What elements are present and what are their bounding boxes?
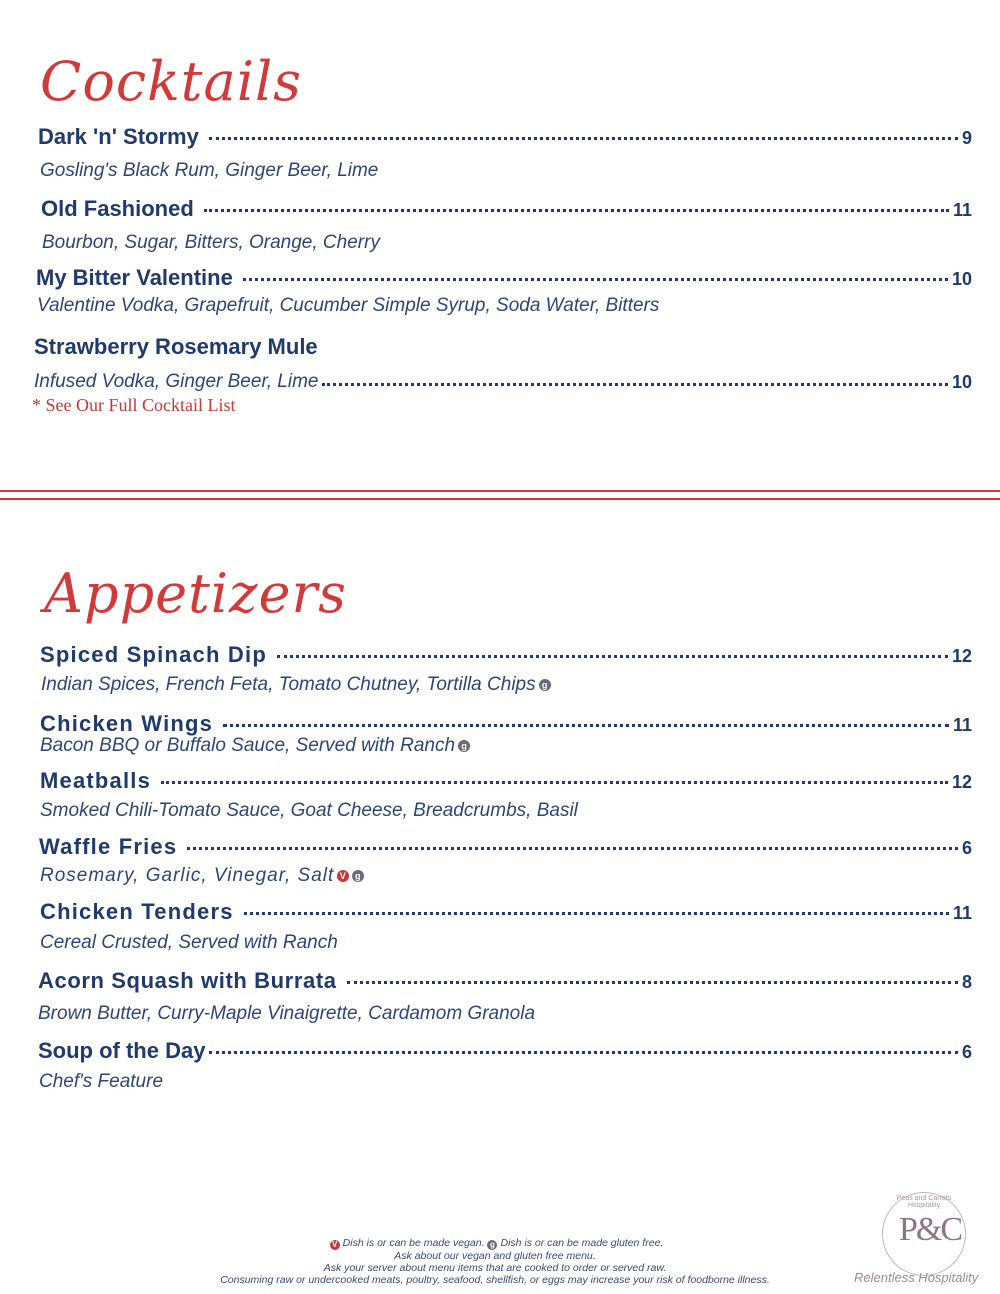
item-price: 6	[961, 1042, 972, 1062]
vegan-legend-text: Dish is or can be made vegan.	[342, 1237, 485, 1249]
item-price: 9	[961, 128, 972, 148]
item-name: Strawberry Rosemary Mule	[34, 334, 318, 359]
footer-line-3: Ask your server about menu items that are cooked to order or served raw.	[323, 1262, 667, 1274]
item-name: Chicken Tenders	[40, 899, 234, 924]
item-description	[41, 674, 551, 696]
menu-item-old-fashioned	[41, 196, 972, 222]
menu-item-chicken-wings	[40, 711, 972, 737]
item-price: 10	[951, 269, 972, 289]
item-price: 11	[952, 715, 972, 735]
footer-line-2: Ask about our vegan and gluten free menu.	[394, 1250, 596, 1262]
cocktails-heading: Cocktails	[40, 50, 302, 113]
leader-dots	[347, 981, 958, 984]
leader-dots	[277, 655, 948, 658]
leader-dots	[243, 278, 948, 281]
item-description: Bourbon, Sugar, Bitters, Orange, Cherry	[42, 232, 380, 253]
brand-logo	[882, 1192, 966, 1276]
item-description: Brown Butter, Curry-Maple Vinaigrette, Cardamom Granola	[38, 1003, 536, 1024]
item-name: Meatballs	[40, 768, 152, 793]
menu-item-chicken-tenders	[40, 899, 972, 925]
menu-item-dark-n-stormy	[38, 124, 972, 150]
menu-item-strawberry-rosemary-mule	[34, 334, 318, 360]
item-description	[40, 735, 470, 757]
menu-item-acorn-squash-with-burrata	[38, 968, 972, 994]
item-name: My Bitter Valentine	[36, 265, 233, 290]
item-price: 10	[951, 371, 972, 392]
item-name: Dark 'n' Stormy	[38, 124, 199, 149]
item-name: Spiced Spinach Dip	[40, 642, 267, 667]
item-price: 11	[952, 200, 972, 220]
item-description	[40, 865, 364, 887]
leader-dots	[244, 912, 949, 915]
menu-item-my-bitter-valentine	[36, 265, 972, 291]
leader-dots	[209, 137, 958, 140]
footer-legend	[150, 1237, 840, 1250]
appetizers-heading: Appetizers	[44, 562, 347, 625]
cocktail-list-note: * See Our Full Cocktail List	[32, 395, 236, 415]
item-description: Cereal Crusted, Served with Ranch	[40, 932, 338, 953]
vegan-icon: V	[337, 870, 349, 882]
leader-dots	[187, 847, 958, 850]
leader-dots	[322, 383, 948, 386]
item-description-text: Indian Spices, French Feta, Tomato Chutney, Tortilla Chips	[41, 674, 536, 695]
menu-item-soup-of-the-day	[38, 1038, 972, 1064]
item-description-text: Bacon BBQ or Buffalo Sauce, Served with Ranch	[40, 735, 456, 756]
item-price: 6	[961, 838, 972, 858]
leader-dots	[204, 209, 949, 212]
item-description: Valentine Vodka, Grapefruit, Cucumber Simple Syrup, Soda Water, Bitters	[37, 295, 660, 316]
item-description	[34, 371, 972, 393]
vegan-icon: V	[330, 1240, 340, 1250]
item-name: Soup of the Day	[38, 1038, 206, 1063]
gluten-free-icon: g	[487, 1240, 497, 1250]
gluten-free-legend-text: Dish is or can be made gluten free.	[500, 1237, 664, 1249]
footer-disclaimer	[150, 1237, 840, 1286]
item-name: Waffle Fries	[39, 834, 178, 859]
leader-dots	[161, 781, 948, 784]
item-price: 12	[951, 646, 972, 666]
item-price: 8	[961, 972, 972, 992]
item-description-text: Rosemary, Garlic, Vinegar, Salt	[40, 865, 335, 886]
logo-ring-text: Peas and Carrots Hospitality	[896, 1195, 952, 1209]
menu-item-waffle-fries	[39, 834, 972, 860]
item-name: Old Fashioned	[41, 196, 194, 221]
divider-top	[0, 490, 1000, 492]
item-description: Smoked Chili-Tomato Sauce, Goat Cheese, Breadcrumbs, Basil	[40, 800, 578, 821]
gluten-free-icon: g	[458, 740, 470, 752]
item-description: Chef's Feature	[39, 1071, 164, 1092]
item-price: 12	[951, 772, 972, 792]
leader-dots	[209, 1051, 958, 1054]
menu-item-meatballs	[40, 768, 972, 794]
menu-item-spiced-spinach-dip	[40, 642, 972, 668]
item-description-text: Infused Vodka, Ginger Beer, Lime	[34, 371, 319, 392]
gluten-free-icon: g	[352, 870, 364, 882]
gluten-free-icon: g	[539, 679, 551, 691]
logo-monogram: P&C	[899, 1211, 962, 1248]
brand-tagline: Relentless Hospitality	[854, 1270, 979, 1285]
leader-dots	[223, 724, 949, 727]
footer-line-4: Consuming raw or undercooked meats, poultry, seafood, shellfish, or eggs may increase your risk of foodborne illness.	[220, 1274, 770, 1286]
item-name: Chicken Wings	[40, 711, 214, 736]
item-price: 11	[952, 903, 972, 923]
item-name: Acorn Squash with Burrata	[38, 968, 337, 993]
divider-bottom	[0, 498, 1000, 500]
item-description: Gosling's Black Rum, Ginger Beer, Lime	[40, 160, 379, 181]
